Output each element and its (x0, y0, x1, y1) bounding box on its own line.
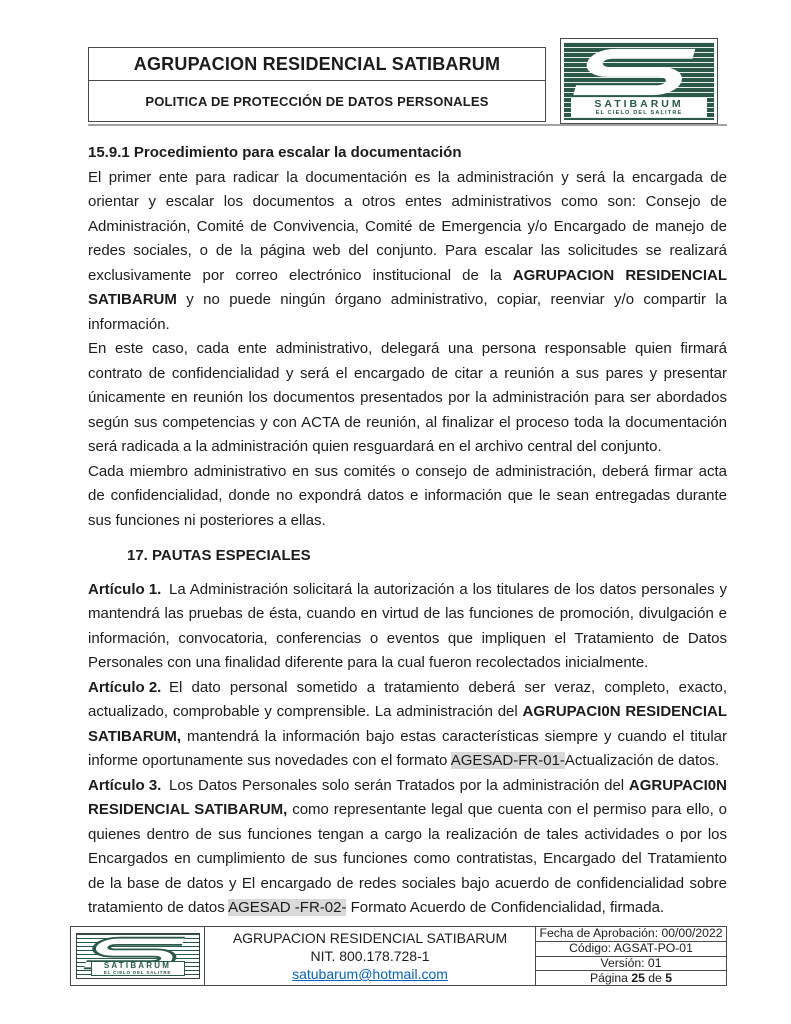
page-current: 25 (631, 970, 645, 985)
section-heading: 17. PAUTAS ESPECIALES (127, 547, 311, 564)
text-run: En este caso, cada ente administrativo, delegará una persona responsable quien firmará contrato de confidencialidad y será el encargado de citar a reunión a sus pares y presentar únicamente en reunión los documentos presentados por la administración para ser abordados según sus competencias y con ACTA de reunión, al finalizar el proceso toda la documentación será radicada a la administración quien resguardará en el archivo central del conjunto. (88, 340, 727, 455)
article-paragraph (88, 774, 727, 921)
bold-text: AGRUPACI0N RESIDENCIAL SATIBARUM, (88, 776, 727, 818)
text-run: Los Datos Personales solo serán Tratados por la administración del (169, 776, 629, 794)
logo-name-band (571, 98, 707, 117)
section-heading: 15.9.1 Procedimiento para escalar la documentación (88, 144, 462, 161)
page-total: 5 (665, 970, 673, 985)
approval-date: Fecha de Aprobación: 00/00/2022 (536, 927, 726, 942)
article-label: Artículo 1. (88, 580, 162, 598)
bold-text: AGRUPACION RESIDENCIAL SATIBARUM (88, 266, 727, 308)
text-run: Actualización de datos. (564, 752, 720, 769)
article-paragraph (88, 578, 727, 676)
text-run: El primer ente para radicar la documentación es la administración y será la encargada de orientar y escalar los documentos a otros entes administrativos como son: Consejo de Administración, Comité de Convivencia, Comité de Emergencia y/o Encargado de manejo de redes sociales, o de la página web del conjunto. Para escalar las solicitudes se realizará exclusivamente por correo electrónico institucional de la (88, 168, 727, 284)
document-body (88, 126, 727, 921)
document-version: Versión: 01 (536, 957, 726, 972)
logo-name: SATIBARUM (594, 98, 684, 110)
paragraph (88, 460, 727, 534)
text-run: Formato Acuerdo de Confidencialidad, firmada. (346, 899, 665, 916)
text-run: como representante legal que cuenta con el permiso para ello, o quienes dentro de sus funciones tengan a cargo la realización de tales actividades o por los Encargados en cumplimiento de sus funciones como contratistas, Encargado del Tratamiento de la base de datos y El encargado de redes sociales bajo acuerdo de confidencialidad sobre tratamiento de datos (88, 801, 727, 916)
email-link[interactable]: satubarum@hotmail.com (292, 966, 448, 982)
document-title: AGRUPACION RESIDENCIAL SATIBARUM (89, 48, 545, 81)
document-header (88, 38, 727, 126)
text-run: La Administración solicitará la autorización a los titulares de los datos personales y mantendrá las pruebas de ésta, cuando en virtud de las funciones de promoción, divulgación e información, convocatoria, conferencias o eventos que impliquen el Tratamiento de Datos Personales con una finalidad diferente para la cual fueron recolectados inicialmente. (88, 580, 727, 671)
footer-org-info (205, 927, 536, 985)
header-title-box (88, 47, 546, 122)
satibarum-s-icon (572, 44, 708, 100)
page-label: Página (589, 970, 628, 985)
paragraph (88, 337, 727, 460)
logo-tagline: EL CIELO DEL SALITRE (595, 110, 683, 116)
footer-org-name: AGRUPACION RESIDENCIAL SATIBARUM (232, 930, 508, 946)
footer-meta-table (536, 927, 726, 985)
page-of: de (648, 970, 662, 985)
article-paragraph (88, 676, 727, 774)
document-footer (70, 926, 727, 986)
satibarum-logo (560, 38, 718, 124)
footer-logo-cell (71, 927, 205, 985)
logo-name: SATIBARUM (103, 961, 172, 970)
text-run: mantendrá la información bajo estas características siempre y cuando el titular informe oportunamente sus novedades con el formato (88, 727, 727, 769)
page-indicator (536, 971, 726, 985)
document-subtitle: POLITICA DE PROTECCIÓN DE DATOS PERSONALES (145, 94, 489, 109)
article-label: Artículo 2. (88, 678, 162, 696)
bold-text: AGRUPACI0N RESIDENCIAL SATIBARUM, (88, 703, 727, 745)
satibarum-logo-graphic (564, 42, 714, 120)
highlighted-text: AGESAD -FR-02- (228, 899, 347, 916)
logo-name-band (91, 961, 185, 976)
footer-nit: NIT. 800.178.728-1 (310, 948, 430, 964)
logo-tagline: EL CIELO DEL SALITRE (103, 970, 172, 975)
text-run: y no puede ningún órgano administrativo, copiar, reenviar y/o compartir la información. (88, 291, 727, 333)
satibarum-logo-footer (76, 933, 200, 979)
article-label: Artículo 3. (88, 776, 162, 794)
document-code: Código: AGSAT-PO-01 (536, 942, 726, 957)
highlighted-text: AGESAD-FR-01- (450, 752, 565, 769)
text-run: Cada miembro administrativo en sus comités o consejo de administración, deberá firmar acta de confidencialidad, donde no expondrá datos e información que le sean entregadas durante sus funciones ni posteriores a ellas. (88, 462, 727, 529)
text-run: El dato personal sometido a tratamiento deberá ser veraz, completo, exacto, actualizado, comprobable y comprensible. La administración del (88, 678, 727, 720)
paragraph (88, 166, 727, 338)
